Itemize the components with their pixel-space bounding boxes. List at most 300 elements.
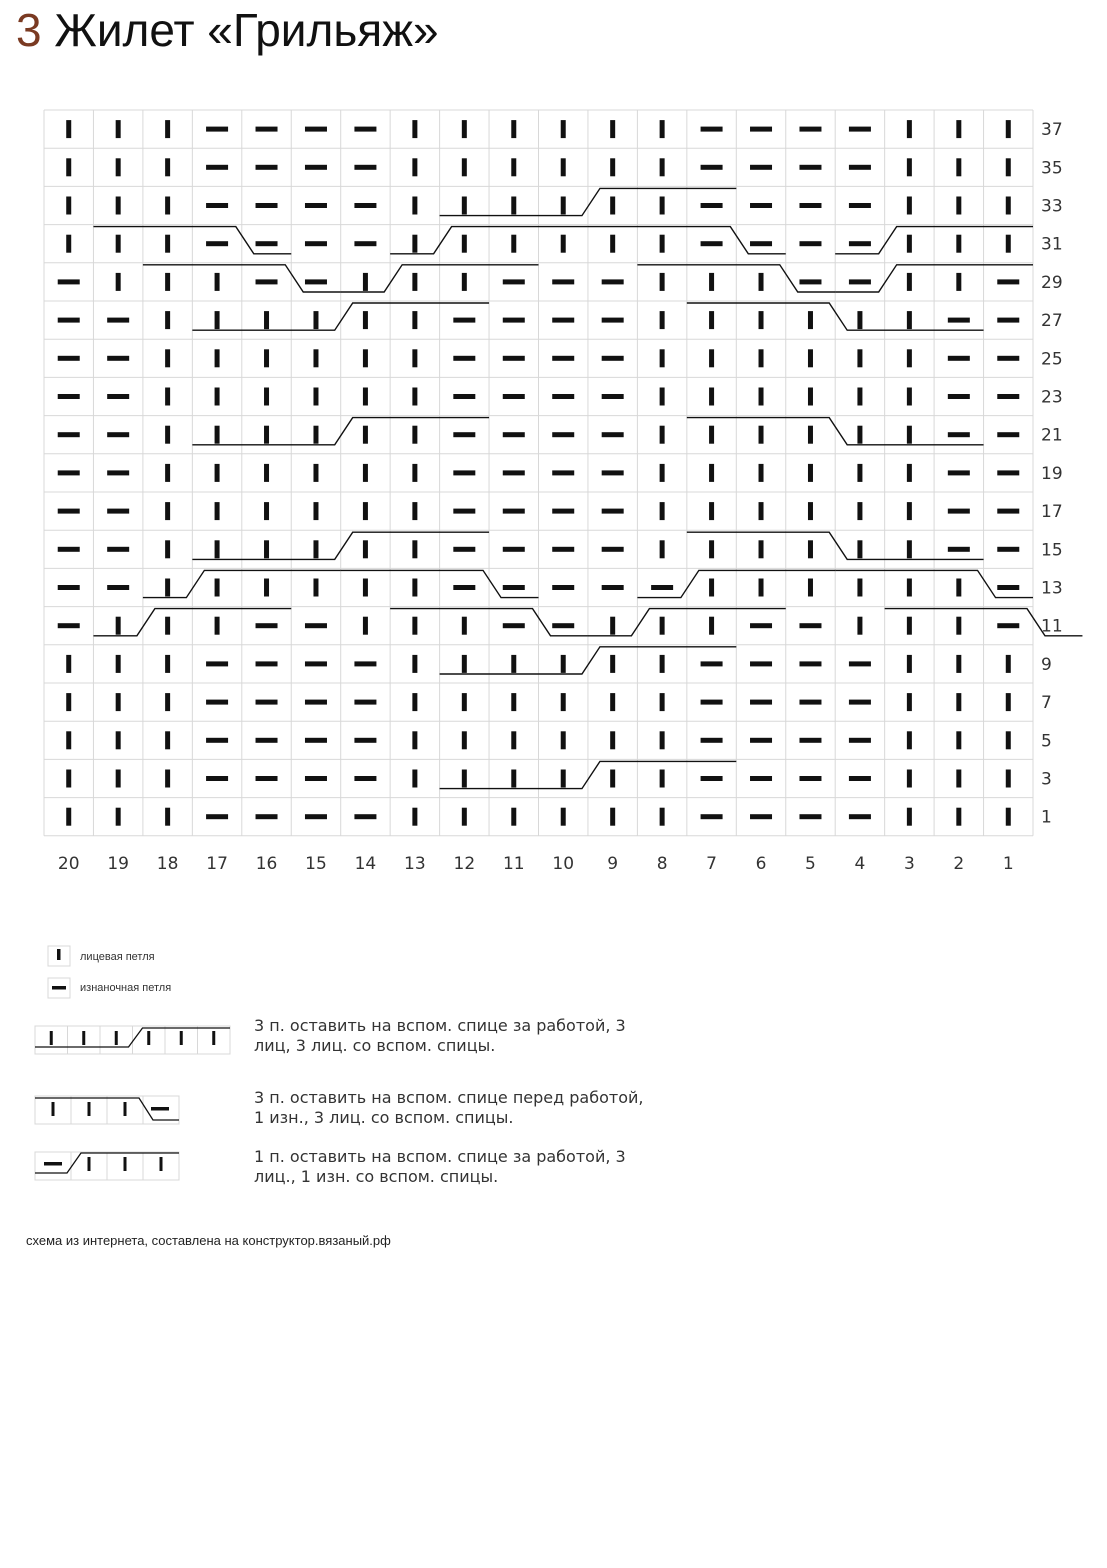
knit-stitch [313,388,318,406]
purl-stitch [503,623,525,628]
knit-stitch [907,808,912,826]
legend-c-knit [124,1157,127,1171]
knit-stitch [857,579,862,597]
purl-stitch [799,241,821,246]
purl-stitch [602,585,624,590]
purl-stitch [206,700,228,705]
knit-stitch [610,158,615,176]
knit-stitch [313,349,318,367]
column-label: 10 [552,853,575,874]
knit-stitch [907,693,912,711]
purl-stitch [503,585,525,590]
purl-stitch [750,127,772,132]
knit-stitch [1006,770,1011,788]
knit-stitch [66,235,71,253]
knit-stitch [660,273,665,291]
knit-stitch [907,655,912,673]
knit-stitch [759,273,764,291]
knit-stitch [808,388,813,406]
knit-stitch [511,693,516,711]
column-label: 20 [57,853,80,874]
purl-stitch [256,700,278,705]
knit-stitch [66,655,71,673]
purl-stitch [206,738,228,743]
purl-stitch [552,318,574,323]
knit-stitch [66,808,71,826]
knit-stitch [759,426,764,444]
purl-stitch [602,356,624,361]
knit-stitch [165,540,170,558]
legend-a-knit [147,1031,150,1045]
purl-stitch [305,203,327,208]
knit-stitch [462,197,467,215]
title-text: Жилет «Грильяж» [54,4,439,56]
knit-stitch [462,731,467,749]
purl-stitch [354,241,376,246]
footer-note: схема из интернета, составлена на конструктор.вязаный.рф [26,1233,391,1248]
row-label: 29 [1041,272,1063,293]
knit-stitch [215,273,220,291]
legend-b-purl [151,1107,169,1111]
purl-stitch [997,356,1019,361]
purl-stitch [602,470,624,475]
title-number: 3 [16,4,42,56]
purl-stitch [701,165,723,170]
legend-cable-c-text: 1 п. оставить на вспом. спице за работой, 3 лиц., 1 изн. со вспом. спицы. [254,1147,626,1186]
purl-stitch [58,279,80,284]
purl-stitch [948,394,970,399]
knit-stitch [363,617,368,635]
purl-stitch [354,203,376,208]
purl-stitch [453,585,475,590]
knit-stitch [709,464,714,482]
knit-stitch [956,808,961,826]
knit-stitch [907,273,912,291]
knit-stitch [660,197,665,215]
row-label: 13 [1041,578,1063,599]
knit-stitch [313,502,318,520]
purl-stitch [948,509,970,514]
purl-stitch [997,432,1019,437]
knit-stitch [907,502,912,520]
knit-stitch [808,311,813,329]
purl-stitch [107,585,129,590]
knit-stitch [759,349,764,367]
knit-stitch [709,426,714,444]
purl-stitch [701,203,723,208]
knit-stitch [363,273,368,291]
purl-stitch [849,700,871,705]
knit-stitch [907,540,912,558]
purl-stitch [206,165,228,170]
chart-grid [44,110,1033,836]
purl-stitch [58,356,80,361]
knit-stitch [165,349,170,367]
knit-stitch [709,540,714,558]
knit-stitch [165,235,170,253]
knit-stitch [1006,158,1011,176]
legend-c-knit [160,1157,163,1171]
knit-stitch [165,693,170,711]
knit-stitch [1006,808,1011,826]
column-label: 5 [805,853,816,874]
row-label: 17 [1041,502,1063,523]
purl-stitch [107,394,129,399]
purl-stitch [948,547,970,552]
knit-stitch [264,388,269,406]
purl-stitch [948,318,970,323]
purl-stitch [58,318,80,323]
purl-stitch [602,509,624,514]
knit-stitch [956,731,961,749]
knit-stitch [412,693,417,711]
knit-stitch [857,426,862,444]
purl-stitch [503,509,525,514]
purl-stitch [701,776,723,781]
knit-stitch [511,808,516,826]
knit-stitch [759,579,764,597]
purl-stitch [453,547,475,552]
knit-stitch [313,311,318,329]
purl-stitch [453,470,475,475]
purl-stitch [503,356,525,361]
knit-stitch [66,197,71,215]
purl-stitch [552,356,574,361]
purl-stitch [849,814,871,819]
purl-stitch [305,661,327,666]
column-label: 11 [502,853,525,874]
purl-stitch [602,318,624,323]
knit-stitch [561,158,566,176]
knit-stitch [116,235,121,253]
legend-b-knit [124,1102,127,1116]
purl-stitch [453,318,475,323]
knit-stitch [660,770,665,788]
knit-stitch [511,158,516,176]
knit-stitch [116,655,121,673]
knit-stitch [412,502,417,520]
purl-stitch [799,623,821,628]
purl-stitch [602,432,624,437]
knit-stitch [462,158,467,176]
purl-stitch [107,547,129,552]
purl-stitch [354,127,376,132]
knit-stitch [956,693,961,711]
purl-stitch [750,700,772,705]
knit-stitch [660,655,665,673]
knit-stitch [709,273,714,291]
purl-stitch [256,203,278,208]
knit-stitch [907,388,912,406]
row-label: 37 [1041,120,1063,141]
legend-a-knit [82,1031,85,1045]
legend-a-knit [50,1031,53,1045]
knit-stitch [759,311,764,329]
column-label: 6 [755,853,767,874]
knit-stitch [956,158,961,176]
column-label: 7 [706,853,717,874]
knit-stitch [857,617,862,635]
purl-stitch [58,509,80,514]
knit-stitch [363,311,368,329]
knit-stitch [610,808,615,826]
purl-stitch [799,738,821,743]
knit-stitch [907,731,912,749]
purl-stitch [849,776,871,781]
purl-stitch [206,241,228,246]
legend-cell [35,1152,71,1180]
legend-knit-label: лицевая петля [80,951,155,963]
knit-stitch [116,731,121,749]
knit-stitch [907,426,912,444]
knit-stitch [412,158,417,176]
purl-stitch [552,470,574,475]
purl-stitch [58,432,80,437]
knit-stitch [66,158,71,176]
purl-stitch [453,432,475,437]
purl-stitch [799,814,821,819]
knit-stitch [857,540,862,558]
knit-stitch [610,120,615,138]
purl-stitch [107,509,129,514]
purl-stitch [799,127,821,132]
knit-stitch [660,617,665,635]
knit-stitch [709,502,714,520]
knit-stitch [116,617,121,635]
knit-stitch [1006,655,1011,673]
purl-stitch [799,661,821,666]
purl-stitch [849,661,871,666]
purl-stitch [948,470,970,475]
purl-stitch [305,279,327,284]
row-label: 25 [1041,349,1063,370]
purl-stitch [849,203,871,208]
purl-stitch [305,700,327,705]
knit-stitch [165,655,170,673]
knit-stitch [857,349,862,367]
knit-stitch [462,770,467,788]
knit-stitch [561,655,566,673]
row-label: 35 [1041,158,1063,179]
knit-stitch [66,731,71,749]
row-label: 9 [1041,654,1052,675]
column-label: 4 [854,853,866,874]
purl-stitch [354,700,376,705]
knit-stitch [709,617,714,635]
purl-stitch [701,241,723,246]
knit-stitch [313,464,318,482]
purl-stitch [849,738,871,743]
knit-stitch [511,731,516,749]
knit-stitch [610,197,615,215]
legend-knit-icon [57,949,61,960]
knit-stitch [956,120,961,138]
knit-stitch [363,349,368,367]
purl-stitch [256,814,278,819]
knit-stitch [165,731,170,749]
purl-stitch [849,165,871,170]
purl-stitch [58,585,80,590]
purl-stitch [58,394,80,399]
purl-stitch [206,203,228,208]
knit-stitch [808,349,813,367]
purl-stitch [256,623,278,628]
knit-stitch [313,540,318,558]
knit-stitch [561,235,566,253]
column-label: 8 [656,853,668,874]
knit-stitch [165,464,170,482]
purl-stitch [503,432,525,437]
knit-stitch [561,770,566,788]
knit-stitch [808,579,813,597]
knit-stitch [956,273,961,291]
column-label: 9 [607,853,619,874]
knit-stitch [165,579,170,597]
knit-stitch [165,617,170,635]
purl-stitch [750,776,772,781]
purl-stitch [354,661,376,666]
purl-stitch [305,814,327,819]
legend-a-knit [180,1031,183,1045]
purl-stitch [256,279,278,284]
purl-stitch [206,776,228,781]
purl-stitch [849,279,871,284]
knit-stitch [412,311,417,329]
purl-stitch [58,547,80,552]
knit-stitch [561,731,566,749]
knit-stitch [956,617,961,635]
knit-stitch [165,808,170,826]
knit-stitch [610,693,615,711]
purl-stitch [107,470,129,475]
purl-stitch [305,623,327,628]
knit-stitch [412,808,417,826]
knit-stitch [116,693,121,711]
knit-stitch [907,311,912,329]
knit-stitch [215,464,220,482]
knit-stitch [363,388,368,406]
knit-stitch [759,540,764,558]
knit-stitch [165,120,170,138]
knit-stitch [660,693,665,711]
knit-stitch [907,579,912,597]
purl-stitch [997,394,1019,399]
purl-stitch [354,814,376,819]
knit-stitch [165,502,170,520]
knit-stitch [660,502,665,520]
knit-stitch [215,311,220,329]
knit-stitch [857,388,862,406]
purl-stitch [750,623,772,628]
column-label: 12 [453,853,476,874]
purl-stitch [799,203,821,208]
knit-stitch [759,388,764,406]
knit-stitch [709,579,714,597]
knit-stitch [412,235,417,253]
knit-stitch [907,349,912,367]
column-label: 19 [107,853,129,874]
purl-stitch [256,661,278,666]
purl-stitch [503,470,525,475]
row-label: 5 [1041,731,1052,752]
legend-purl-label: изнаночная петля [80,982,172,994]
knit-stitch [759,502,764,520]
purl-stitch [750,165,772,170]
column-label: 18 [156,853,179,874]
purl-stitch [305,165,327,170]
purl-stitch [602,394,624,399]
knit-stitch [1006,731,1011,749]
knit-stitch [956,655,961,673]
knit-stitch [462,808,467,826]
purl-stitch [997,318,1019,323]
knit-stitch [264,579,269,597]
knit-stitch [511,120,516,138]
knit-stitch [511,197,516,215]
knit-stitch [412,273,417,291]
knit-stitch [660,120,665,138]
purl-stitch [354,776,376,781]
knit-stitch [808,502,813,520]
purl-stitch [602,547,624,552]
knit-stitch [660,158,665,176]
legend-a-knit [212,1031,215,1045]
purl-stitch [354,165,376,170]
knit-stitch [462,120,467,138]
knit-stitch [857,311,862,329]
knit-stitch [561,120,566,138]
knit-stitch [660,235,665,253]
knit-stitch [561,808,566,826]
purl-stitch [305,776,327,781]
knit-stitch [412,388,417,406]
purl-stitch [206,814,228,819]
purl-stitch [651,585,673,590]
knit-stitch [561,693,566,711]
knit-stitch [1006,120,1011,138]
knit-stitch [215,617,220,635]
knit-stitch [264,502,269,520]
knit-stitch [907,197,912,215]
knit-stitch [462,273,467,291]
knit-stitch [1006,693,1011,711]
purl-stitch [552,623,574,628]
row-label: 1 [1041,807,1052,828]
knit-stitch [215,426,220,444]
knit-stitch [660,426,665,444]
knit-stitch [363,579,368,597]
knit-stitch [264,540,269,558]
purl-stitch [750,241,772,246]
knit-stitch [412,197,417,215]
row-label: 21 [1041,425,1063,446]
purl-stitch [799,700,821,705]
purl-stitch [503,279,525,284]
purl-stitch [997,585,1019,590]
knit-stitch [363,502,368,520]
row-label: 3 [1041,769,1052,790]
knit-stitch [412,426,417,444]
knit-stitch [907,617,912,635]
purl-stitch [107,432,129,437]
knit-stitch [165,158,170,176]
legend-cable-a-text: 3 п. оставить на вспом. спице за работой, 3 лиц, 3 лиц. со вспом. спицы. [254,1016,626,1055]
knit-stitch [116,770,121,788]
legend-b-knit [88,1102,91,1116]
row-label: 11 [1041,616,1063,637]
purl-stitch [256,241,278,246]
knit-stitch [462,693,467,711]
